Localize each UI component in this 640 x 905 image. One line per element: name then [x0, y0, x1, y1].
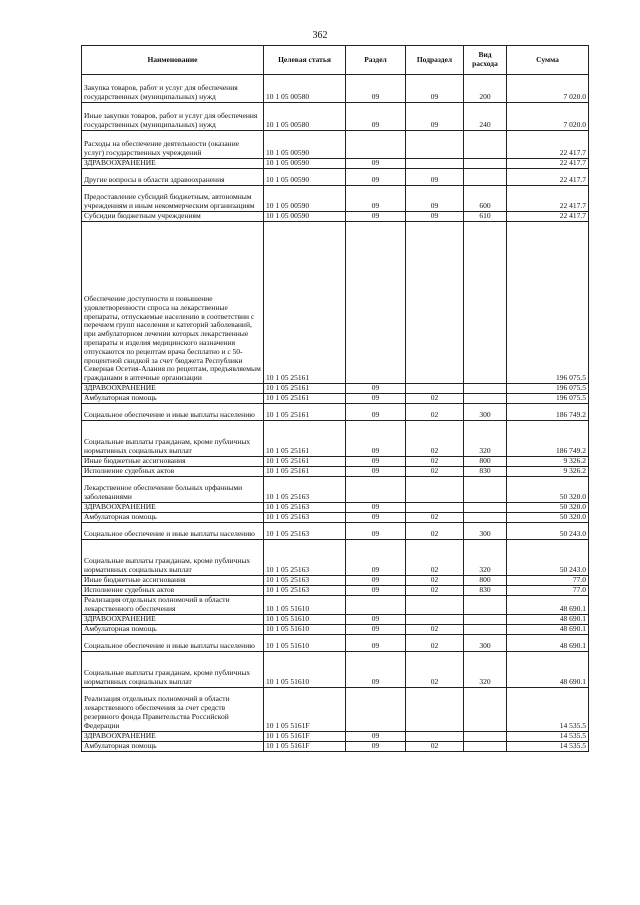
row-section: 09 — [346, 103, 406, 131]
table-row — [82, 540, 589, 576]
row-amount: 50 320.0 — [507, 513, 589, 523]
row-subsection: 02 — [406, 523, 464, 540]
row-target-code: 10 1 05 25163 — [264, 540, 346, 576]
row-amount: 50 243.0 — [507, 523, 589, 540]
row-subsection — [406, 687, 464, 731]
row-subsection — [406, 384, 464, 394]
row-target-code: 10 1 05 00590 — [264, 212, 346, 222]
row-amount: 22 417.7 — [507, 131, 589, 159]
row-expense-type: 240 — [464, 103, 507, 131]
row-amount: 50 320.0 — [507, 503, 589, 513]
row-target-code: 10 1 05 00580 — [264, 103, 346, 131]
row-name: Иные бюджетные ассигнования — [82, 457, 264, 467]
row-section: 09 — [346, 513, 406, 523]
row-name: Обеспечение доступности и повышение удовлетворенности спроса на лекарственные препараты, отпускаемые населению в соответствии с перечнем групп населения и категорий заболеваний, при амбулаторном лечении которых лекарственные препараты и изделия медицинского назначения отпускаются по рецептам врача бесплатно и с 50-процентной скидкой за счет бюджета Республики Северная Осетия-Алания по рецептам, предъявляемым гражданами в аптечные организации — [82, 222, 264, 384]
table-body — [82, 75, 589, 752]
row-amount: 9 326.2 — [507, 467, 589, 477]
row-expense-type — [464, 394, 507, 404]
row-name: Социальное обеспечение и иные выплаты населению — [82, 634, 264, 651]
header-section: Раздел — [346, 46, 406, 75]
row-section — [346, 596, 406, 615]
row-amount: 9 326.2 — [507, 457, 589, 467]
row-target-code: 10 1 05 25161 — [264, 404, 346, 421]
row-subsection: 02 — [406, 624, 464, 634]
table-row — [82, 131, 589, 159]
table-row — [82, 503, 589, 513]
row-expense-type — [464, 384, 507, 394]
row-subsection: 02 — [406, 457, 464, 467]
row-subsection — [406, 222, 464, 384]
row-subsection: 09 — [406, 75, 464, 103]
table-row — [82, 186, 589, 212]
budget-table — [81, 45, 589, 752]
row-amount: 7 020.0 — [507, 103, 589, 131]
row-section: 09 — [346, 169, 406, 186]
row-section: 09 — [346, 159, 406, 169]
row-name: Социальное обеспечение и иные выплаты населению — [82, 404, 264, 421]
row-amount: 22 417.7 — [507, 169, 589, 186]
row-expense-type: 200 — [464, 75, 507, 103]
row-subsection: 02 — [406, 651, 464, 687]
row-target-code: 10 1 05 25163 — [264, 576, 346, 586]
row-expense-type: 800 — [464, 457, 507, 467]
page-number: 362 — [312, 30, 328, 41]
row-subsection — [406, 131, 464, 159]
row-expense-type: 300 — [464, 523, 507, 540]
row-subsection: 02 — [406, 586, 464, 596]
table-row — [82, 477, 589, 503]
row-expense-type — [464, 513, 507, 523]
table-row — [82, 596, 589, 615]
row-section: 09 — [346, 186, 406, 212]
row-section: 09 — [346, 624, 406, 634]
table-row — [82, 103, 589, 131]
row-expense-type — [464, 741, 507, 751]
row-target-code: 10 1 05 25161 — [264, 384, 346, 394]
row-name: ЗДРАВООХРАНЕНИЕ — [82, 159, 264, 169]
table-row — [82, 624, 589, 634]
row-amount: 14 535.5 — [507, 741, 589, 751]
row-subsection: 02 — [406, 576, 464, 586]
row-expense-type — [464, 131, 507, 159]
row-expense-type — [464, 477, 507, 503]
row-amount: 77.0 — [507, 576, 589, 586]
table-row — [82, 169, 589, 186]
table-row — [82, 586, 589, 596]
row-subsection — [406, 477, 464, 503]
header-expense-type: Вид расхода — [464, 46, 507, 75]
row-expense-type: 320 — [464, 651, 507, 687]
row-section: 09 — [346, 384, 406, 394]
row-section: 09 — [346, 212, 406, 222]
row-subsection: 02 — [406, 421, 464, 457]
row-target-code: 10 1 05 25161 — [264, 457, 346, 467]
row-name: Иные бюджетные ассигнования — [82, 576, 264, 586]
row-expense-type: 800 — [464, 576, 507, 586]
row-target-code: 10 1 05 51610 — [264, 651, 346, 687]
row-expense-type: 300 — [464, 404, 507, 421]
row-name: Предоставление субсидий бюджетным, автономным учреждениям и иным некоммерческим организациям — [82, 186, 264, 212]
row-expense-type — [464, 222, 507, 384]
row-amount: 196 075.5 — [507, 384, 589, 394]
row-subsection: 09 — [406, 212, 464, 222]
row-name: Социальное обеспечение и иные выплаты населению — [82, 523, 264, 540]
row-expense-type: 300 — [464, 634, 507, 651]
table-row — [82, 159, 589, 169]
row-name: Исполнение судебных актов — [82, 467, 264, 477]
table-row — [82, 212, 589, 222]
row-section: 09 — [346, 741, 406, 751]
row-expense-type — [464, 596, 507, 615]
table-row — [82, 222, 589, 384]
table-row — [82, 634, 589, 651]
table-row — [82, 651, 589, 687]
header-target-article: Целевая статья — [264, 46, 346, 75]
row-section — [346, 131, 406, 159]
row-subsection — [406, 503, 464, 513]
row-amount: 48 690.1 — [507, 596, 589, 615]
row-subsection — [406, 596, 464, 615]
table-row — [82, 394, 589, 404]
row-section: 09 — [346, 457, 406, 467]
row-section — [346, 687, 406, 731]
row-amount: 14 535.5 — [507, 687, 589, 731]
row-section: 09 — [346, 576, 406, 586]
row-section — [346, 477, 406, 503]
table-row — [82, 384, 589, 394]
row-target-code: 10 1 05 25161 — [264, 222, 346, 384]
row-section: 09 — [346, 404, 406, 421]
row-section: 09 — [346, 503, 406, 513]
row-name: ЗДРАВООХРАНЕНИЕ — [82, 384, 264, 394]
header-subsection: Подраздел — [406, 46, 464, 75]
table-row — [82, 614, 589, 624]
row-name: Другие вопросы в области здравоохранения — [82, 169, 264, 186]
row-section: 09 — [346, 421, 406, 457]
row-subsection: 02 — [406, 467, 464, 477]
row-name: ЗДРАВООХРАНЕНИЕ — [82, 731, 264, 741]
table-row — [82, 457, 589, 467]
row-expense-type: 320 — [464, 421, 507, 457]
row-expense-type — [464, 624, 507, 634]
row-target-code: 10 1 05 00590 — [264, 186, 346, 212]
row-subsection: 02 — [406, 394, 464, 404]
row-amount: 22 417.7 — [507, 212, 589, 222]
table-row — [82, 523, 589, 540]
row-expense-type: 830 — [464, 586, 507, 596]
row-target-code: 10 1 05 25163 — [264, 503, 346, 513]
row-amount: 22 417.7 — [507, 159, 589, 169]
header-amount: Сумма — [507, 46, 589, 75]
row-amount: 186 749.2 — [507, 421, 589, 457]
row-subsection: 09 — [406, 186, 464, 212]
row-section: 09 — [346, 467, 406, 477]
row-target-code: 10 1 05 5161F — [264, 687, 346, 731]
row-section: 09 — [346, 523, 406, 540]
row-section: 09 — [346, 634, 406, 651]
row-target-code: 10 1 05 51610 — [264, 596, 346, 615]
row-name: ЗДРАВООХРАНЕНИЕ — [82, 614, 264, 624]
row-expense-type: 610 — [464, 212, 507, 222]
row-section: 09 — [346, 540, 406, 576]
table-row — [82, 513, 589, 523]
row-subsection: 09 — [406, 169, 464, 186]
row-name: Амбулаторная помощь — [82, 624, 264, 634]
table-row — [82, 467, 589, 477]
row-subsection — [406, 159, 464, 169]
row-target-code: 10 1 05 00590 — [264, 169, 346, 186]
row-amount: 48 690.1 — [507, 651, 589, 687]
row-target-code: 10 1 05 5161F — [264, 731, 346, 741]
row-target-code: 10 1 05 25161 — [264, 421, 346, 457]
row-expense-type: 830 — [464, 467, 507, 477]
row-amount: 196 075.5 — [507, 394, 589, 404]
table-row — [82, 741, 589, 751]
table-header-row — [82, 46, 589, 75]
row-name: ЗДРАВООХРАНЕНИЕ — [82, 503, 264, 513]
row-section: 09 — [346, 614, 406, 624]
row-amount: 50 243.0 — [507, 540, 589, 576]
row-target-code: 10 1 05 25161 — [264, 394, 346, 404]
row-target-code: 10 1 05 25163 — [264, 523, 346, 540]
row-target-code: 10 1 05 00590 — [264, 159, 346, 169]
row-expense-type — [464, 503, 507, 513]
row-name: Реализация отдельных полномочий в области лекарственного обеспечения за счет средств резервного фонда Правительства Российской Федерации — [82, 687, 264, 731]
row-subsection: 02 — [406, 741, 464, 751]
row-section: 09 — [346, 651, 406, 687]
row-amount: 48 690.1 — [507, 634, 589, 651]
row-expense-type — [464, 169, 507, 186]
row-expense-type — [464, 731, 507, 741]
row-section: 09 — [346, 586, 406, 596]
row-name: Социальные выплаты гражданам, кроме публичных нормативных социальных выплат — [82, 421, 264, 457]
row-amount: 50 320.0 — [507, 477, 589, 503]
row-expense-type — [464, 687, 507, 731]
row-name: Социальные выплаты гражданам, кроме публичных нормативных социальных выплат — [82, 651, 264, 687]
row-expense-type — [464, 614, 507, 624]
row-expense-type: 600 — [464, 186, 507, 212]
table-row — [82, 687, 589, 731]
row-section: 09 — [346, 731, 406, 741]
row-amount: 14 535.5 — [507, 731, 589, 741]
row-name: Субсидии бюджетным учреждениям — [82, 212, 264, 222]
row-subsection — [406, 614, 464, 624]
header-name: Наименование — [82, 46, 264, 75]
row-subsection: 02 — [406, 513, 464, 523]
row-amount: 196 075.5 — [507, 222, 589, 384]
row-section: 09 — [346, 394, 406, 404]
row-subsection: 02 — [406, 540, 464, 576]
table-row — [82, 75, 589, 103]
row-amount: 22 417.7 — [507, 186, 589, 212]
table-row — [82, 404, 589, 421]
row-name: Лекарственное обеспечение больных орфанными заболеваниями — [82, 477, 264, 503]
row-target-code: 10 1 05 5161F — [264, 741, 346, 751]
row-target-code: 10 1 05 51610 — [264, 624, 346, 634]
row-name: Иные закупки товаров, работ и услуг для обеспечения государственных (муниципальных) нужд — [82, 103, 264, 131]
row-target-code: 10 1 05 00580 — [264, 75, 346, 103]
row-amount: 77.0 — [507, 586, 589, 596]
table-row — [82, 421, 589, 457]
row-amount: 48 690.1 — [507, 614, 589, 624]
row-name: Амбулаторная помощь — [82, 394, 264, 404]
row-target-code: 10 1 05 51610 — [264, 634, 346, 651]
row-amount: 186 749.2 — [507, 404, 589, 421]
row-name: Реализация отдельных полномочий в области лекарственного обеспечения — [82, 596, 264, 615]
row-name: Социальные выплаты гражданам, кроме публичных нормативных социальных выплат — [82, 540, 264, 576]
row-expense-type: 320 — [464, 540, 507, 576]
row-target-code: 10 1 05 25163 — [264, 513, 346, 523]
row-name: Исполнение судебных актов — [82, 586, 264, 596]
row-subsection: 02 — [406, 634, 464, 651]
row-amount: 48 690.1 — [507, 624, 589, 634]
row-target-code: 10 1 05 25163 — [264, 477, 346, 503]
row-target-code: 10 1 05 25161 — [264, 467, 346, 477]
row-amount: 7 020.0 — [507, 75, 589, 103]
row-name: Амбулаторная помощь — [82, 513, 264, 523]
row-target-code: 10 1 05 00590 — [264, 131, 346, 159]
row-section: 09 — [346, 75, 406, 103]
row-expense-type — [464, 159, 507, 169]
row-name: Расходы на обеспечение деятельности (оказание услуг) государственных учреждений — [82, 131, 264, 159]
row-subsection — [406, 731, 464, 741]
row-name: Закупка товаров, работ и услуг для обеспечения государственных (муниципальных) нужд — [82, 75, 264, 103]
table-row — [82, 576, 589, 586]
table-row — [82, 731, 589, 741]
row-name: Амбулаторная помощь — [82, 741, 264, 751]
row-target-code: 10 1 05 25163 — [264, 586, 346, 596]
row-section — [346, 222, 406, 384]
row-target-code: 10 1 05 51610 — [264, 614, 346, 624]
row-subsection: 09 — [406, 103, 464, 131]
row-subsection: 02 — [406, 404, 464, 421]
